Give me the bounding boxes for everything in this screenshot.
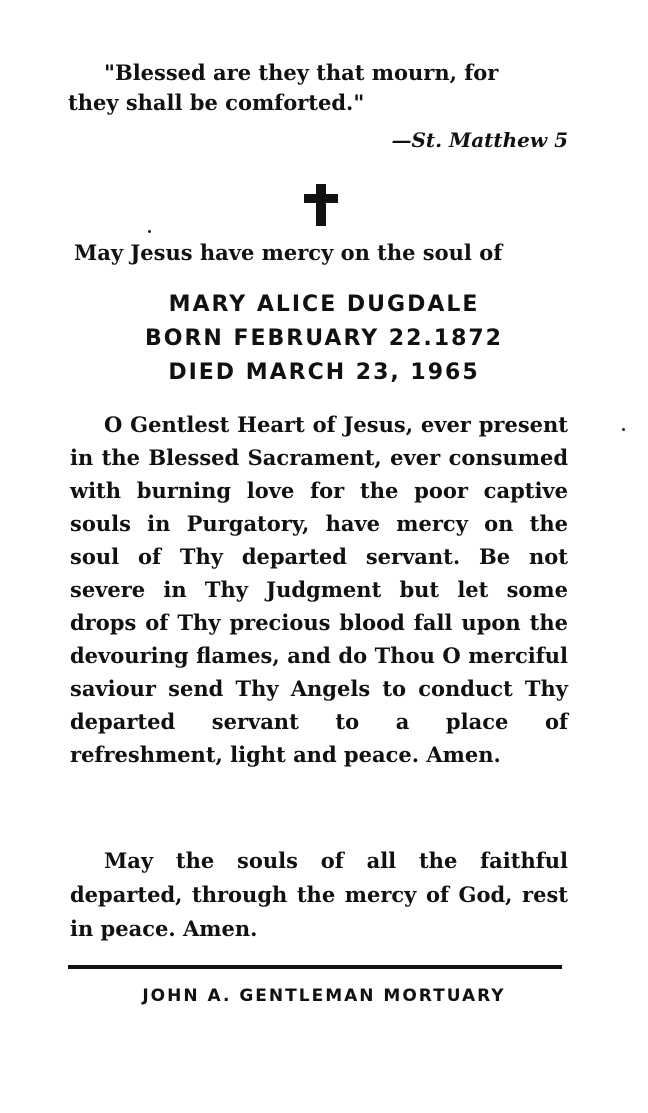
divider [68,965,562,969]
scripture-quote [68,58,574,118]
mercy-intro: May Jesus have mercy on the soul of [74,240,503,265]
mortuary-name: JOHN A. GENTLEMAN MORTUARY [142,986,506,1006]
deceased-info [60,288,588,390]
print-speck [148,230,151,233]
print-speck [622,428,625,431]
quote-line-1: "Blessed are they that mourn, for [104,60,499,85]
birth-date: BORN FEBRUARY 22.1872 [145,326,503,351]
quote-attribution: —St. Matthew 5 [391,128,568,152]
closing-prayer: May the souls of all the faithful departed, through the mercy of God, rest in peace. Amen. [70,848,568,941]
quote-line-2: they shall be comforted." [68,90,365,115]
death-date: DIED MARCH 23, 1965 [168,360,480,385]
cross-icon [304,184,338,226]
prayer-text: O Gentlest Heart of Jesus, ever present in the Blessed Sacrament, ever consumed with burning love for the poor captive souls in Purgatory, have mercy on the soul of Thy departed servant. Be not severe in Thy Judgment but let some drops of Thy precious blood fall upon the devouring flames, and do Thou O merciful saviour send Thy Angels to conduct Thy departed servant to a place of refreshment, light and peace. Amen. [70,412,568,767]
deceased-name: MARY ALICE DUGDALE [168,292,480,317]
